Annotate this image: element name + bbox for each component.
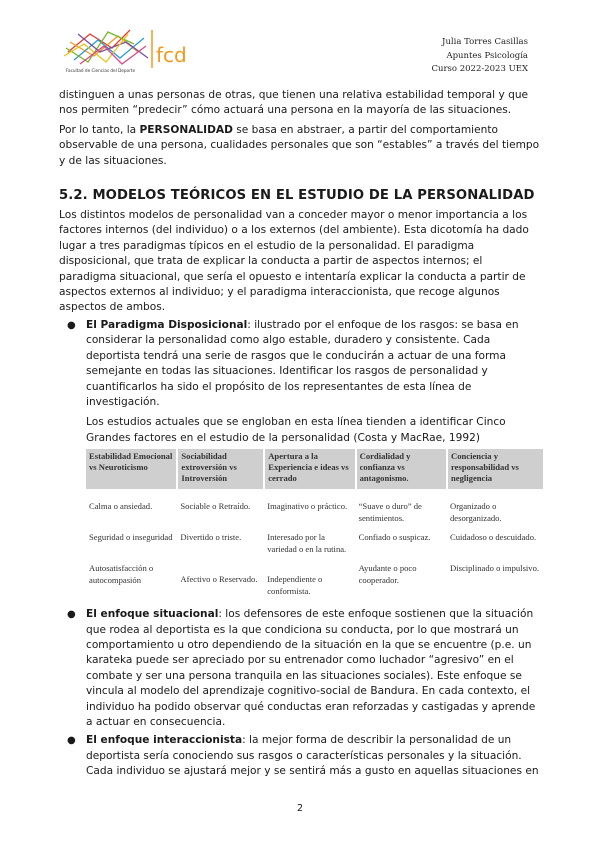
table-cell: “Suave o duro” de sentimientos. [358, 501, 422, 523]
table-row [86, 557, 543, 599]
personalidad-term: PERSONALIDAD [139, 123, 233, 136]
table-cell: Disciplinado o impulsivo. [450, 563, 540, 574]
faculty-logo [60, 22, 190, 77]
logo-text: fcd [156, 43, 187, 67]
table-header-row [86, 449, 543, 489]
logo-graphic [60, 22, 190, 77]
list-item-interaccionista [59, 733, 541, 779]
header-info [432, 36, 528, 77]
intro-p2-post: se basa en abstraer, a partir del comportamiento observable de una persona, cualidades personales que son “estables” a través del tiempo y de las situaciones. [59, 123, 540, 167]
paradigm-list [59, 318, 541, 780]
big-five-table [86, 449, 543, 599]
intro-paragraph-2 [59, 123, 541, 169]
page-number: 2 [296, 803, 304, 814]
table-row [86, 526, 543, 557]
table-header-cell: Cordialidad y confianza vs antagonismo. [356, 449, 447, 489]
table-cell: Ayudante o poco cooperador. [358, 563, 417, 585]
section-intro: Los distintos modelos de personalidad van a conceder mayor o menor importancia a los factores internos (del individuo) o a los externos (del ambiente). Esta dicotomía ha dado lugar a tres paradigmas típicos en el estudio de la personalidad. El paradigma disposicional, que trata de explicar la conducta a partir de aspectos internos; el paradigma situacional, que sería el opuesto e intentaría explicar la conducta a partir de aspectos externos al individuo; y el paradigma interaccionista, que recoge algunos aspectos de ambos. [59, 209, 529, 314]
list-item-text: : los defensores de este enfoque sostienen que la situación que rodea al deportista es la que condiciona su conducta, por lo que mostrará un comportamiento u otro dependiendo de la situación en la que se encuentre (p.e. un karateka puede ser apreciado por su entrenador como luchador “agresivo” en el combate y ser una persona tranquila en las situaciones sociales). Este enfoque se vincula al modelo del aprendizaje cognitivo-social de Bandura. En cada contexto, el individuo ha podido observar qué conductas eran reforzadas y castigadas y aprende a actuar en consecuencia. [86, 608, 536, 728]
table-cell: Imaginativo o práctico. [267, 501, 348, 512]
list-item-title: El Paradigma Disposicional [86, 318, 248, 331]
table-cell: Afectivo o Reservado. [180, 574, 258, 585]
list-item-title: El enfoque interaccionista [86, 734, 243, 747]
table-cell: Calma o ansiedad. [89, 501, 153, 512]
list-item-disposicional [59, 318, 541, 599]
table-cell: Seguridad o inseguridad [89, 532, 173, 543]
table-cell: Organizado o desorganizado. [450, 501, 502, 523]
table-header-cell: Sociabilidad extroversión vs Introversión [177, 449, 264, 489]
bullet-icon: ● [67, 735, 76, 747]
page-content [59, 88, 541, 780]
table-cell: Sociable o Retraído. [180, 501, 251, 512]
big-five-intro: Los estudios actuales que se engloban en esta línea tienden a identificar Cinco Grandes factores en el estudio de la personalidad (Costa y MacRae, 1992) [86, 416, 506, 444]
table-row [86, 489, 543, 526]
table-cell: Independiente o conformista. [267, 574, 323, 596]
list-item-title: El enfoque situacional [86, 608, 219, 621]
table-header-cell: Apertura a la Experiencia e ideas vs cerrado [264, 449, 355, 489]
list-item-text: : la mejor forma de describir la personalidad de un deportista sería conociendo sus rasgos o características personales y la situación. Cada individuo se ajustará mejor y se sentirá más a gusto en aquellas situaciones en [86, 734, 539, 778]
section-title: 5.2. MODELOS TEÓRICOS EN EL ESTUDIO DE LA PERSONALIDAD [59, 188, 535, 204]
table-cell: Interesado por la variedad o en la rutina. [267, 532, 347, 554]
table-header-cell: Conciencia y responsabilidad vs negligencia [447, 449, 543, 489]
author-name: Julia Torres Casillas [442, 37, 528, 47]
bullet-icon: ● [67, 609, 76, 621]
table-header-cell: Estabilidad Emocional vs Neuroticismo [86, 449, 177, 489]
intro-paragraph-1: distinguen a unas personas de otras, que tienen una relativa estabilidad temporal y que nos permiten “predecir” cómo actuará una persona en la mayoría de las situaciones. [59, 89, 529, 117]
bullet-icon: ● [67, 319, 76, 331]
logo-caption: Facultad de Ciencias del Deporte [66, 68, 136, 73]
table-cell: Divertido o triste. [180, 532, 242, 543]
subject-name: Apuntes Psicología [446, 50, 528, 61]
table-cell: Cuidadoso o descuidado. [450, 532, 537, 543]
table-cell: Confiado o suspicaz. [358, 532, 431, 543]
intro-p2-pre: Por lo tanto, la [59, 123, 140, 136]
table-cell: Autosatisfacción o autocompasión [89, 563, 154, 585]
list-item-text: : ilustrado por el enfoque de los rasgos: se basa en considerar la personalidad como algo estable, duradero y consistente. Cada deportista tendrá una serie de rasgos que le conducirán a actuar de una forma semejante en todas las situaciones. Identificar los rasgos de personalidad y cuantificarlos ha sido el propósito de los representantes de esta línea de investigación. [86, 318, 519, 408]
course-name: Curso 2022-2023 UEX [431, 64, 528, 74]
list-item-situacional [59, 607, 541, 730]
